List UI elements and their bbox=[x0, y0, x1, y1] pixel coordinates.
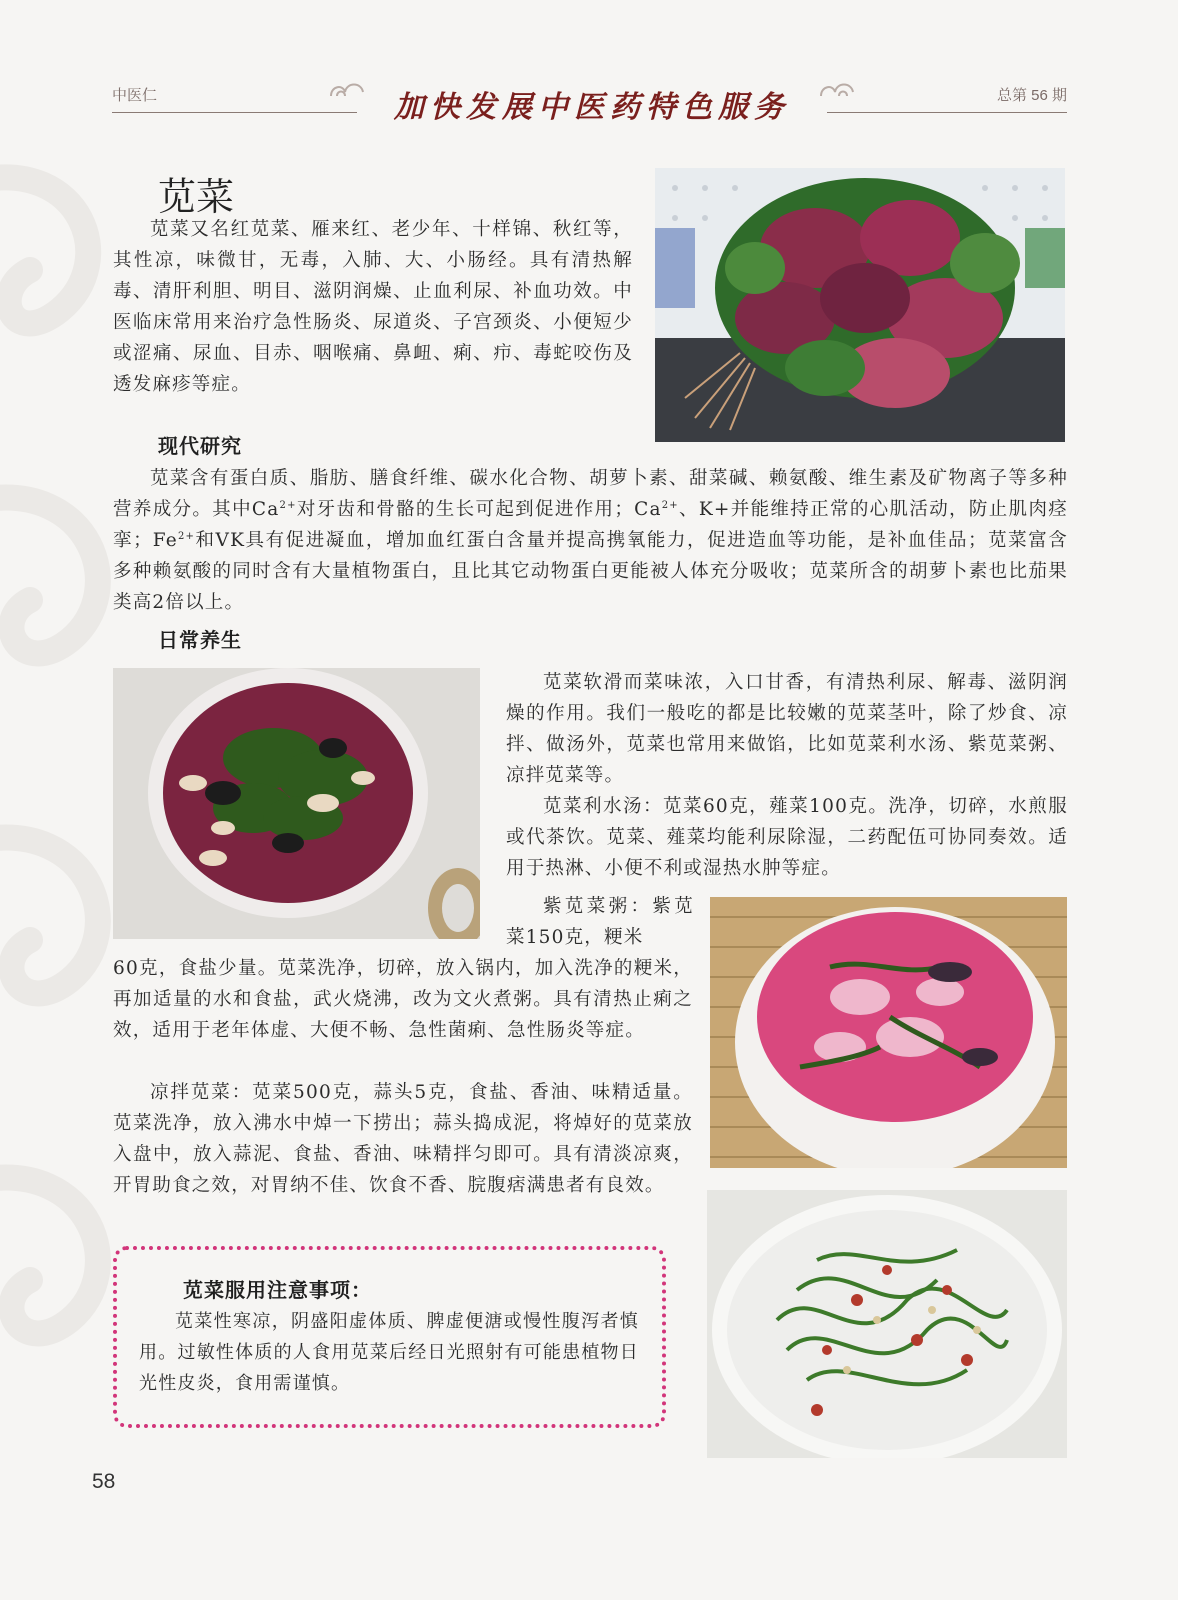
journal-name: 中医仁 bbox=[112, 87, 158, 104]
intro-paragraph: 苋菜又名红苋菜、雁来红、老少年、十样锦、秋红等，其性凉，味微甘，无毒，入肺、大、小肠经。具有清热解毒、清肝利胆、明目、滋阴润燥、止血利尿、补血功效。中医临床常用来治疗急性肠炎、尿道炎、子宫颈炎、小便短少或涩痛、尿血、目赤、咽喉痛、鼻衄、痢、疖、毒蛇咬伤及透发麻疹等症。 bbox=[113, 219, 633, 395]
amaranth-congee-photo bbox=[710, 897, 1067, 1168]
page-number: 58 bbox=[92, 1470, 116, 1493]
daily-paragraph-2: 苋菜利水汤：苋菜60克，薤菜100克。洗净，切碎，水煎服或代茶饮。苋菜、薤菜均能利尿除湿，二药配伍可协同奏效。适用于热淋、小便不利或湿热水肿等症。 bbox=[506, 796, 1068, 879]
research-paragraph bbox=[113, 463, 1068, 618]
amaranth-bunch-photo bbox=[655, 168, 1065, 442]
research-text-2: 对牙齿和骨骼的生长可起到促进作用；Ca bbox=[296, 499, 662, 520]
ion-charge: 2+ bbox=[279, 499, 297, 511]
daily-paragraph-4: 凉拌苋菜：苋菜500克，蒜头5克，食盐、香油、味精适量。苋菜洗净，放入沸水中焯一下捞出；蒜头捣成泥，将焯好的苋菜放入盘中，放入蒜泥、食盐、香油、味精拌匀即可。具有清淡凉爽，开胃助食之效，对胃纳不佳、饮食不香、脘腹痞满患者有良效。 bbox=[113, 1082, 693, 1196]
page-header bbox=[112, 78, 1067, 124]
daily-paragraph-1: 苋菜软滑而菜味浓，入口甘香，有清热利尿、解毒、滋阴润燥的作用。我们一般吃的都是比较嫩的苋菜茎叶，除了炒食、凉拌、做汤外，苋菜也常用来做馅，比如苋菜利水汤、紫苋菜粥、凉拌苋菜等。 bbox=[506, 672, 1068, 786]
notice-text: 苋菜性寒凉，阴盛阳虚体质、脾虚便溏或慢性腹泻者慎用。过敏性体质的人食用苋菜后经日光照射有可能患植物日光性皮炎，食用需谨慎。 bbox=[139, 1311, 639, 1394]
research-text-1: 苋菜含有蛋白质、脂肪、膳食纤维、碳水化合物、胡萝卜素、甜菜碱、赖氨酸、维生素及矿物离子等多种营养成分。其中Ca bbox=[113, 468, 1068, 520]
header-title-band bbox=[357, 78, 827, 124]
article-title: 苋菜 bbox=[158, 175, 235, 219]
daily-paragraph-3: 60克，食盐少量。苋菜洗净，切碎，放入锅内，加入洗净的粳米，再加适量的水和食盐，武火烧沸，改为文火煮粥。具有清热止痢之效，适用于老年体虚、大便不畅、急性菌痢、急性肠炎等症。 bbox=[113, 958, 693, 1041]
notice-box bbox=[113, 1246, 666, 1428]
daily-paragraph-3-top: 紫苋菜粥：紫苋菜150克，粳米 bbox=[506, 896, 694, 948]
issue-number: 总第 56 期 bbox=[996, 87, 1067, 104]
section-heading-research: 现代研究 bbox=[158, 434, 242, 458]
amaranth-soup-photo bbox=[113, 668, 480, 939]
notice-heading: 苋菜服用注意事项： bbox=[183, 1278, 372, 1302]
amaranth-salad-photo bbox=[707, 1190, 1067, 1458]
research-text-4: 和VK具有促进凝血，增加血红蛋白含量并提高携氧能力，促进造血等功能，是补血佳品；苋菜富含多种赖氨酸的同时含有大量植物蛋白，且比其它动物蛋白更能被人体充分吸收；苋菜所含的胡萝卜素也比茄果类高2倍以上。 bbox=[113, 530, 1068, 613]
header-title: 加快发展中医药特色服务 bbox=[394, 90, 790, 125]
ion-charge: 2+ bbox=[177, 530, 196, 542]
research-text-3: 、K+并能维持正常的心肌活动，防止肌肉痉挛；Fe bbox=[113, 499, 1068, 551]
section-heading-daily: 日常养生 bbox=[158, 628, 242, 652]
ion-charge: 2+ bbox=[661, 499, 679, 511]
